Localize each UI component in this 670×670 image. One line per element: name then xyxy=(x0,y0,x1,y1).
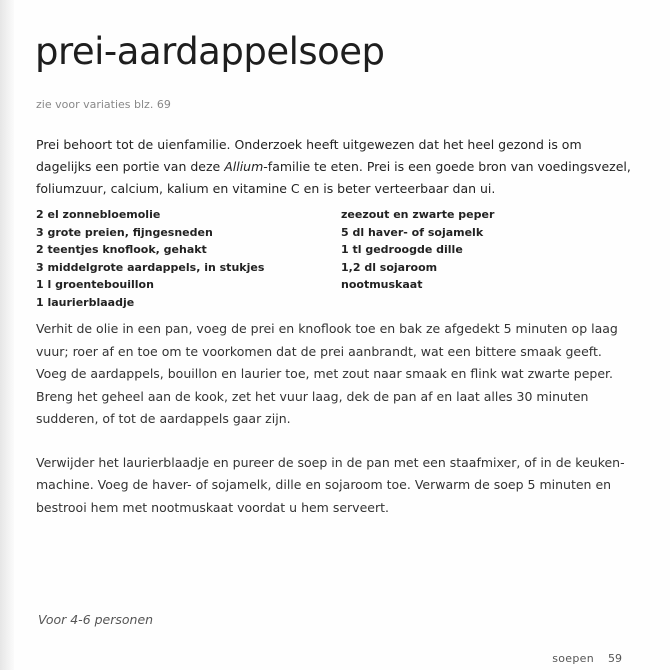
ingredient-item: 1,2 dl sojaroom xyxy=(341,260,438,274)
recipe-method xyxy=(36,318,636,540)
ingredients-column-right xyxy=(341,206,494,311)
ingredient-item: 2 el zonnebloemolie xyxy=(36,208,161,221)
ingredient-item: 1 laurierblaadje xyxy=(36,295,135,309)
ingredient-item: 1 tl gedroogde dille xyxy=(341,243,463,256)
page-footer xyxy=(552,652,622,665)
variations-reference: zie voor variaties blz. 69 xyxy=(36,98,171,111)
page-gutter xyxy=(0,0,14,670)
ingredient-item: 5 dl haver- of sojamelk xyxy=(341,225,484,239)
ingredient-item: 1 l groentebouillon xyxy=(36,278,154,291)
method-paragraph: Verhit de olie in een pan, voeg de prei en knoflook toe en bak ze afgedekt 5 minuten op laag vuur; roer af en toe om te voorkomen dat de prei aanbrandt, wat een bittere smaak geeft. Voeg de aardappels, bouillon en laurier toe, met zout naar smaak en flink wat zwarte peper. Breng het geheel aan de kook, zet het vuur laag, dek de pan af en laat alles 30 minuten sudderen, of tot de aardappels gaar zijn. xyxy=(36,321,618,426)
intro-text-start: Prei behoort tot de uienfamilie. Onderzoek heeft uitgewezen dat het heel gezond is om dagelijks een portie van deze xyxy=(36,137,582,174)
ingredient-item: zeezout en zwarte peper xyxy=(341,208,495,221)
page-number: 59 xyxy=(608,652,622,665)
intro-text-end: -familie te eten. Prei is een goede bron van voedingsvezel, foliumzuur, calcium, kalium en vitamine C en is beter verteerbaar dan ui. xyxy=(36,159,631,196)
ingredient-item: 3 grote preien, fijngesneden xyxy=(36,225,213,239)
ingredient-item: 2 teentjes knoflook, gehakt xyxy=(36,243,207,256)
ingredients-list xyxy=(36,206,596,311)
ingredient-item: 3 middelgrote aardappels, in stukjes xyxy=(36,260,265,274)
method-paragraph: Verwijder het laurierblaadje en pureer de soep in de pan met een staafmixer, of in de keuken-machine. Voeg de haver- of sojamelk, dille en sojaroom toe. Verwarm de soep 5 minuten en bestrooi hem met nootmuskaat voordat u hem serveert. xyxy=(36,454,625,515)
ingredients-column-left xyxy=(36,206,341,311)
recipe-intro xyxy=(36,134,636,200)
section-name: soepen xyxy=(552,652,594,665)
recipe-title: prei-aardappelsoep xyxy=(35,30,385,73)
intro-emphasis: Allium xyxy=(224,159,264,174)
servings-note: Voor 4-6 personen xyxy=(38,612,154,627)
ingredient-item: nootmuskaat xyxy=(341,278,423,291)
